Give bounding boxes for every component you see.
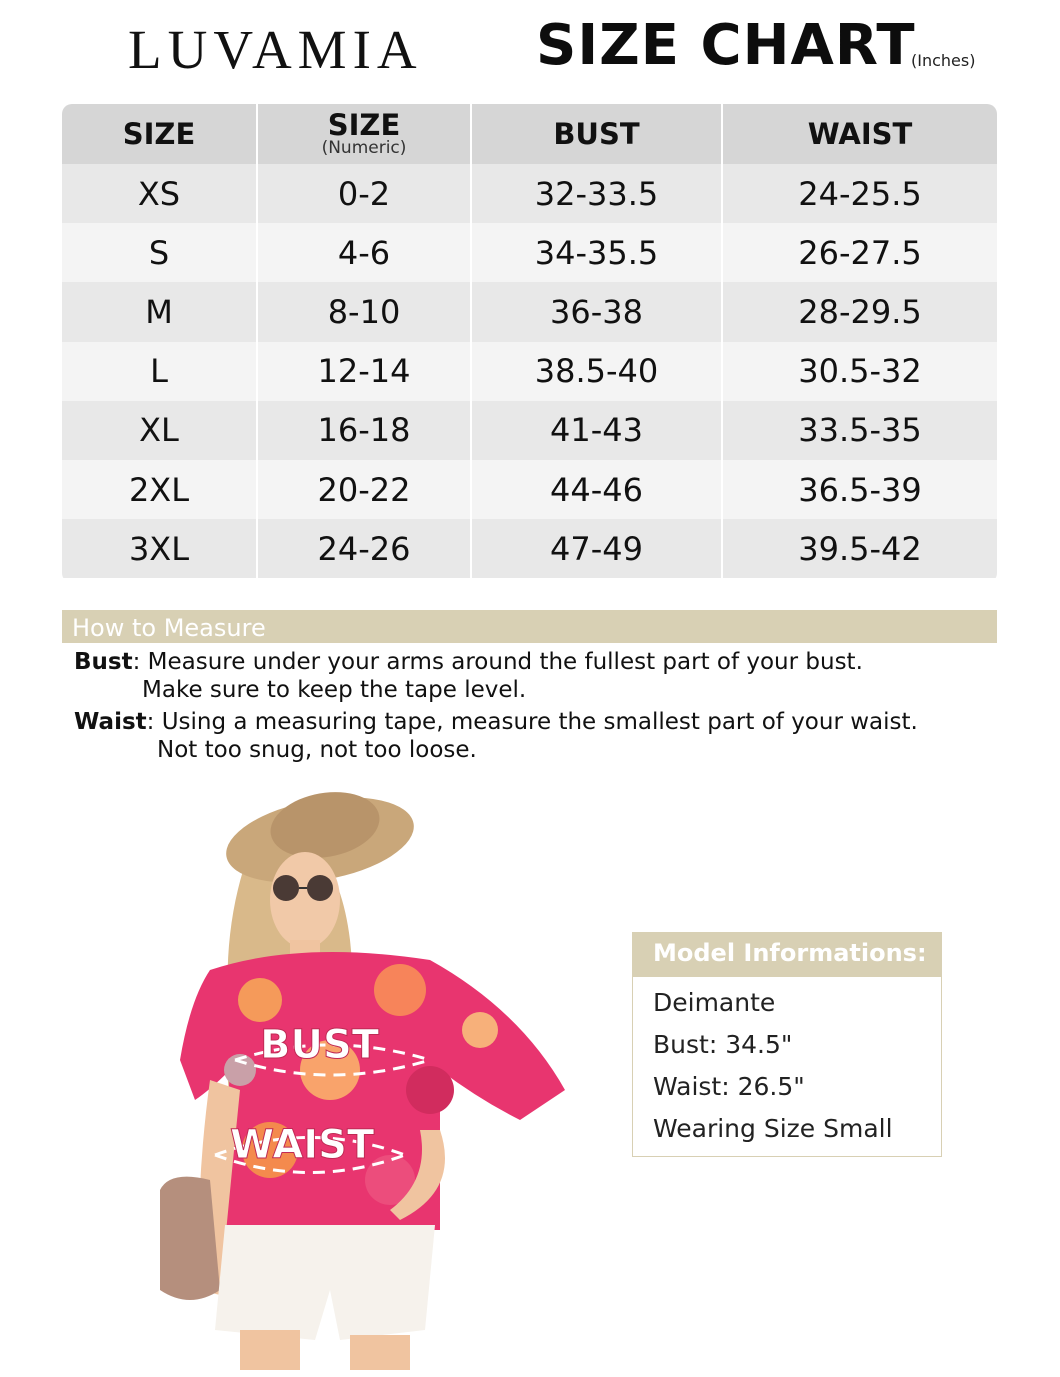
bust-overlay-label: BUST xyxy=(260,1022,380,1068)
waist-text-1: : Using a measuring tape, measure the smallest part of your waist. xyxy=(146,709,918,735)
cell-size: S xyxy=(62,223,258,282)
unit-label: (Inches) xyxy=(911,51,976,70)
cell-size: 3XL xyxy=(62,519,258,578)
cell-numeric: 4-6 xyxy=(258,223,472,282)
brand-logo: LUVAMIA xyxy=(128,19,423,80)
cell-bust: 38.5-40 xyxy=(472,342,723,401)
table-row xyxy=(62,223,997,282)
header-waist xyxy=(723,104,997,164)
size-table xyxy=(62,104,997,583)
header-waist-label: WAIST xyxy=(807,117,913,151)
cell-numeric: 24-26 xyxy=(258,519,472,578)
cell-waist: 24-25.5 xyxy=(798,174,922,213)
table-row xyxy=(62,282,997,341)
header-size xyxy=(62,104,258,164)
page-title: SIZE CHART xyxy=(536,13,916,78)
header-bust-label: BUST xyxy=(553,117,640,151)
cell-bust: 41-43 xyxy=(472,401,723,460)
header-size-numeric xyxy=(258,104,472,164)
cell-size: 2XL xyxy=(62,460,258,519)
waist-label: Waist xyxy=(74,709,147,735)
model-info-box xyxy=(632,932,942,1157)
cell-size: XS xyxy=(62,164,258,223)
table-row xyxy=(62,519,997,578)
bust-text-1: : Measure under your arms around the fullest part of your bust. xyxy=(132,649,863,675)
model-bust: Bust: 34.5" xyxy=(653,1030,793,1059)
waist-instruction xyxy=(74,708,918,764)
waist-overlay-label: WAIST xyxy=(230,1122,375,1168)
bust-text-2: Make sure to keep the tape level. xyxy=(142,677,527,703)
model-info-title: Model Informations: xyxy=(633,933,941,977)
cell-numeric: 16-18 xyxy=(258,401,472,460)
header-size-label: SIZE xyxy=(122,117,196,151)
header-bust xyxy=(472,104,723,164)
cell-numeric: 8-10 xyxy=(258,282,472,341)
model-waist: Waist: 26.5" xyxy=(653,1072,805,1101)
table-row xyxy=(62,342,997,401)
cell-waist: 36.5-39 xyxy=(798,470,922,509)
cell-numeric: 20-22 xyxy=(258,460,472,519)
waist-text-2: Not too snug, not too loose. xyxy=(157,737,477,763)
cell-waist: 26-27.5 xyxy=(798,233,922,272)
cell-numeric: 12-14 xyxy=(258,342,472,401)
table-header-row xyxy=(62,104,997,164)
cell-size: M xyxy=(62,282,258,341)
how-to-measure-title: How to Measure xyxy=(62,610,997,643)
table-row xyxy=(62,460,997,519)
header-size-numeric-sub: (Numeric) xyxy=(321,137,407,158)
table-row xyxy=(62,164,997,223)
cell-waist: 30.5-32 xyxy=(798,352,922,391)
cell-bust: 36-38 xyxy=(472,282,723,341)
cell-waist: 28-29.5 xyxy=(798,292,922,331)
cell-bust: 44-46 xyxy=(472,460,723,519)
cell-bust: 47-49 xyxy=(472,519,723,578)
model-photo xyxy=(100,770,580,1370)
bust-label: Bust xyxy=(74,649,133,675)
bust-instruction xyxy=(74,648,863,704)
cell-bust: 34-35.5 xyxy=(472,223,723,282)
cell-waist: 33.5-35 xyxy=(798,411,922,450)
header-size-numeric-label: SIZE xyxy=(327,107,401,142)
cell-waist: 39.5-42 xyxy=(798,529,922,568)
model-size: Wearing Size Small xyxy=(653,1114,893,1143)
cell-size: XL xyxy=(62,401,258,460)
table-row xyxy=(62,401,997,460)
cell-numeric: 0-2 xyxy=(258,164,472,223)
model-name: Deimante xyxy=(653,988,776,1017)
cell-bust: 32-33.5 xyxy=(472,164,723,223)
cell-size: L xyxy=(62,342,258,401)
